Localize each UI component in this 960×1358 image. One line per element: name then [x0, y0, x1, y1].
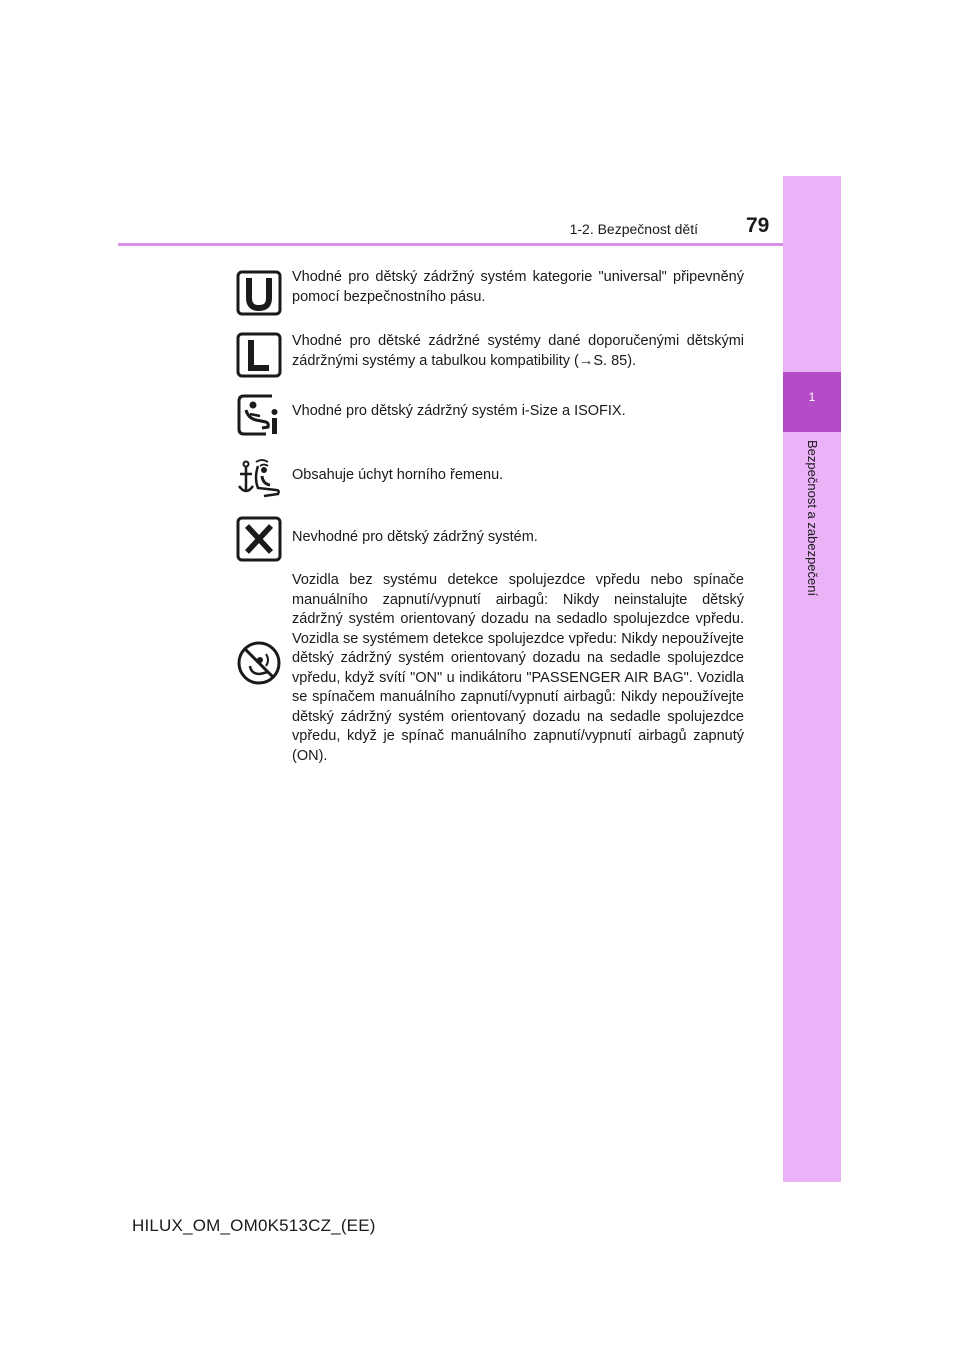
no-rear-facing-seat-icon	[236, 640, 282, 686]
unsuitable-x-icon	[236, 516, 282, 562]
item-text: Obsahuje úchyt horního řemenu.	[292, 467, 504, 483]
chapter-title: Bezpečnost a zabezpečení	[805, 440, 820, 597]
i-size-child-seat-icon	[236, 392, 282, 438]
document-code: HILUX_OM_OM0K513CZ_(EE)	[132, 1216, 376, 1235]
item-text: Vhodné pro dětský zádržný systém kategorie "universal" připevněný pomocí bezpečnostního pásu.	[292, 269, 744, 305]
top-tether-anchor-icon	[236, 456, 282, 502]
item-text: Nevhodné pro dětský zádržný systém.	[292, 529, 538, 545]
item-text: Vhodné pro dětský zádržný systém i-Size a ISOFIX.	[292, 403, 626, 419]
letter-u-icon	[236, 270, 282, 316]
section-title: 1-2. Bezpečnost dětí	[569, 221, 698, 237]
side-tab	[783, 176, 841, 1182]
header-divider	[118, 243, 783, 246]
page-number: 79	[746, 214, 770, 237]
item-text: Vozidla bez systému detekce spolujezdce vpředu nebo spínače manuálního zapnutí/vypnutí airbagů: Nikdy neinstalujte dětský zádržný systém orientovaný dozadu na sedadlo spolujezdce vpředu. Vozidla se systémem detekce spolujezdce vpředu: Nikdy nepoužívejte dětský zádržný systém orientovaný dozadu na sedadle spolujezdce vpředu, když svítí "ON" u indikátoru "PASSENGER AIR BAG". Vozidla se spínačem manuálního zapnutí/vypnutí airbagů: Nikdy nepoužívejte dětský zádržný systém orientovaný dozadu na sedadle spolujezdce vpředu, když je spínač manuálního zapnutí/vypnutí airbagů zapnutý (ON).	[292, 572, 744, 764]
chapter-number-tab: 1	[783, 372, 841, 432]
item-text: Vhodné pro dětské zádržné systémy dané doporučenými dětskými zádržnými systémy a tabulkou kompatibility (→S. 85).	[292, 333, 744, 369]
letter-l-icon	[236, 332, 282, 378]
